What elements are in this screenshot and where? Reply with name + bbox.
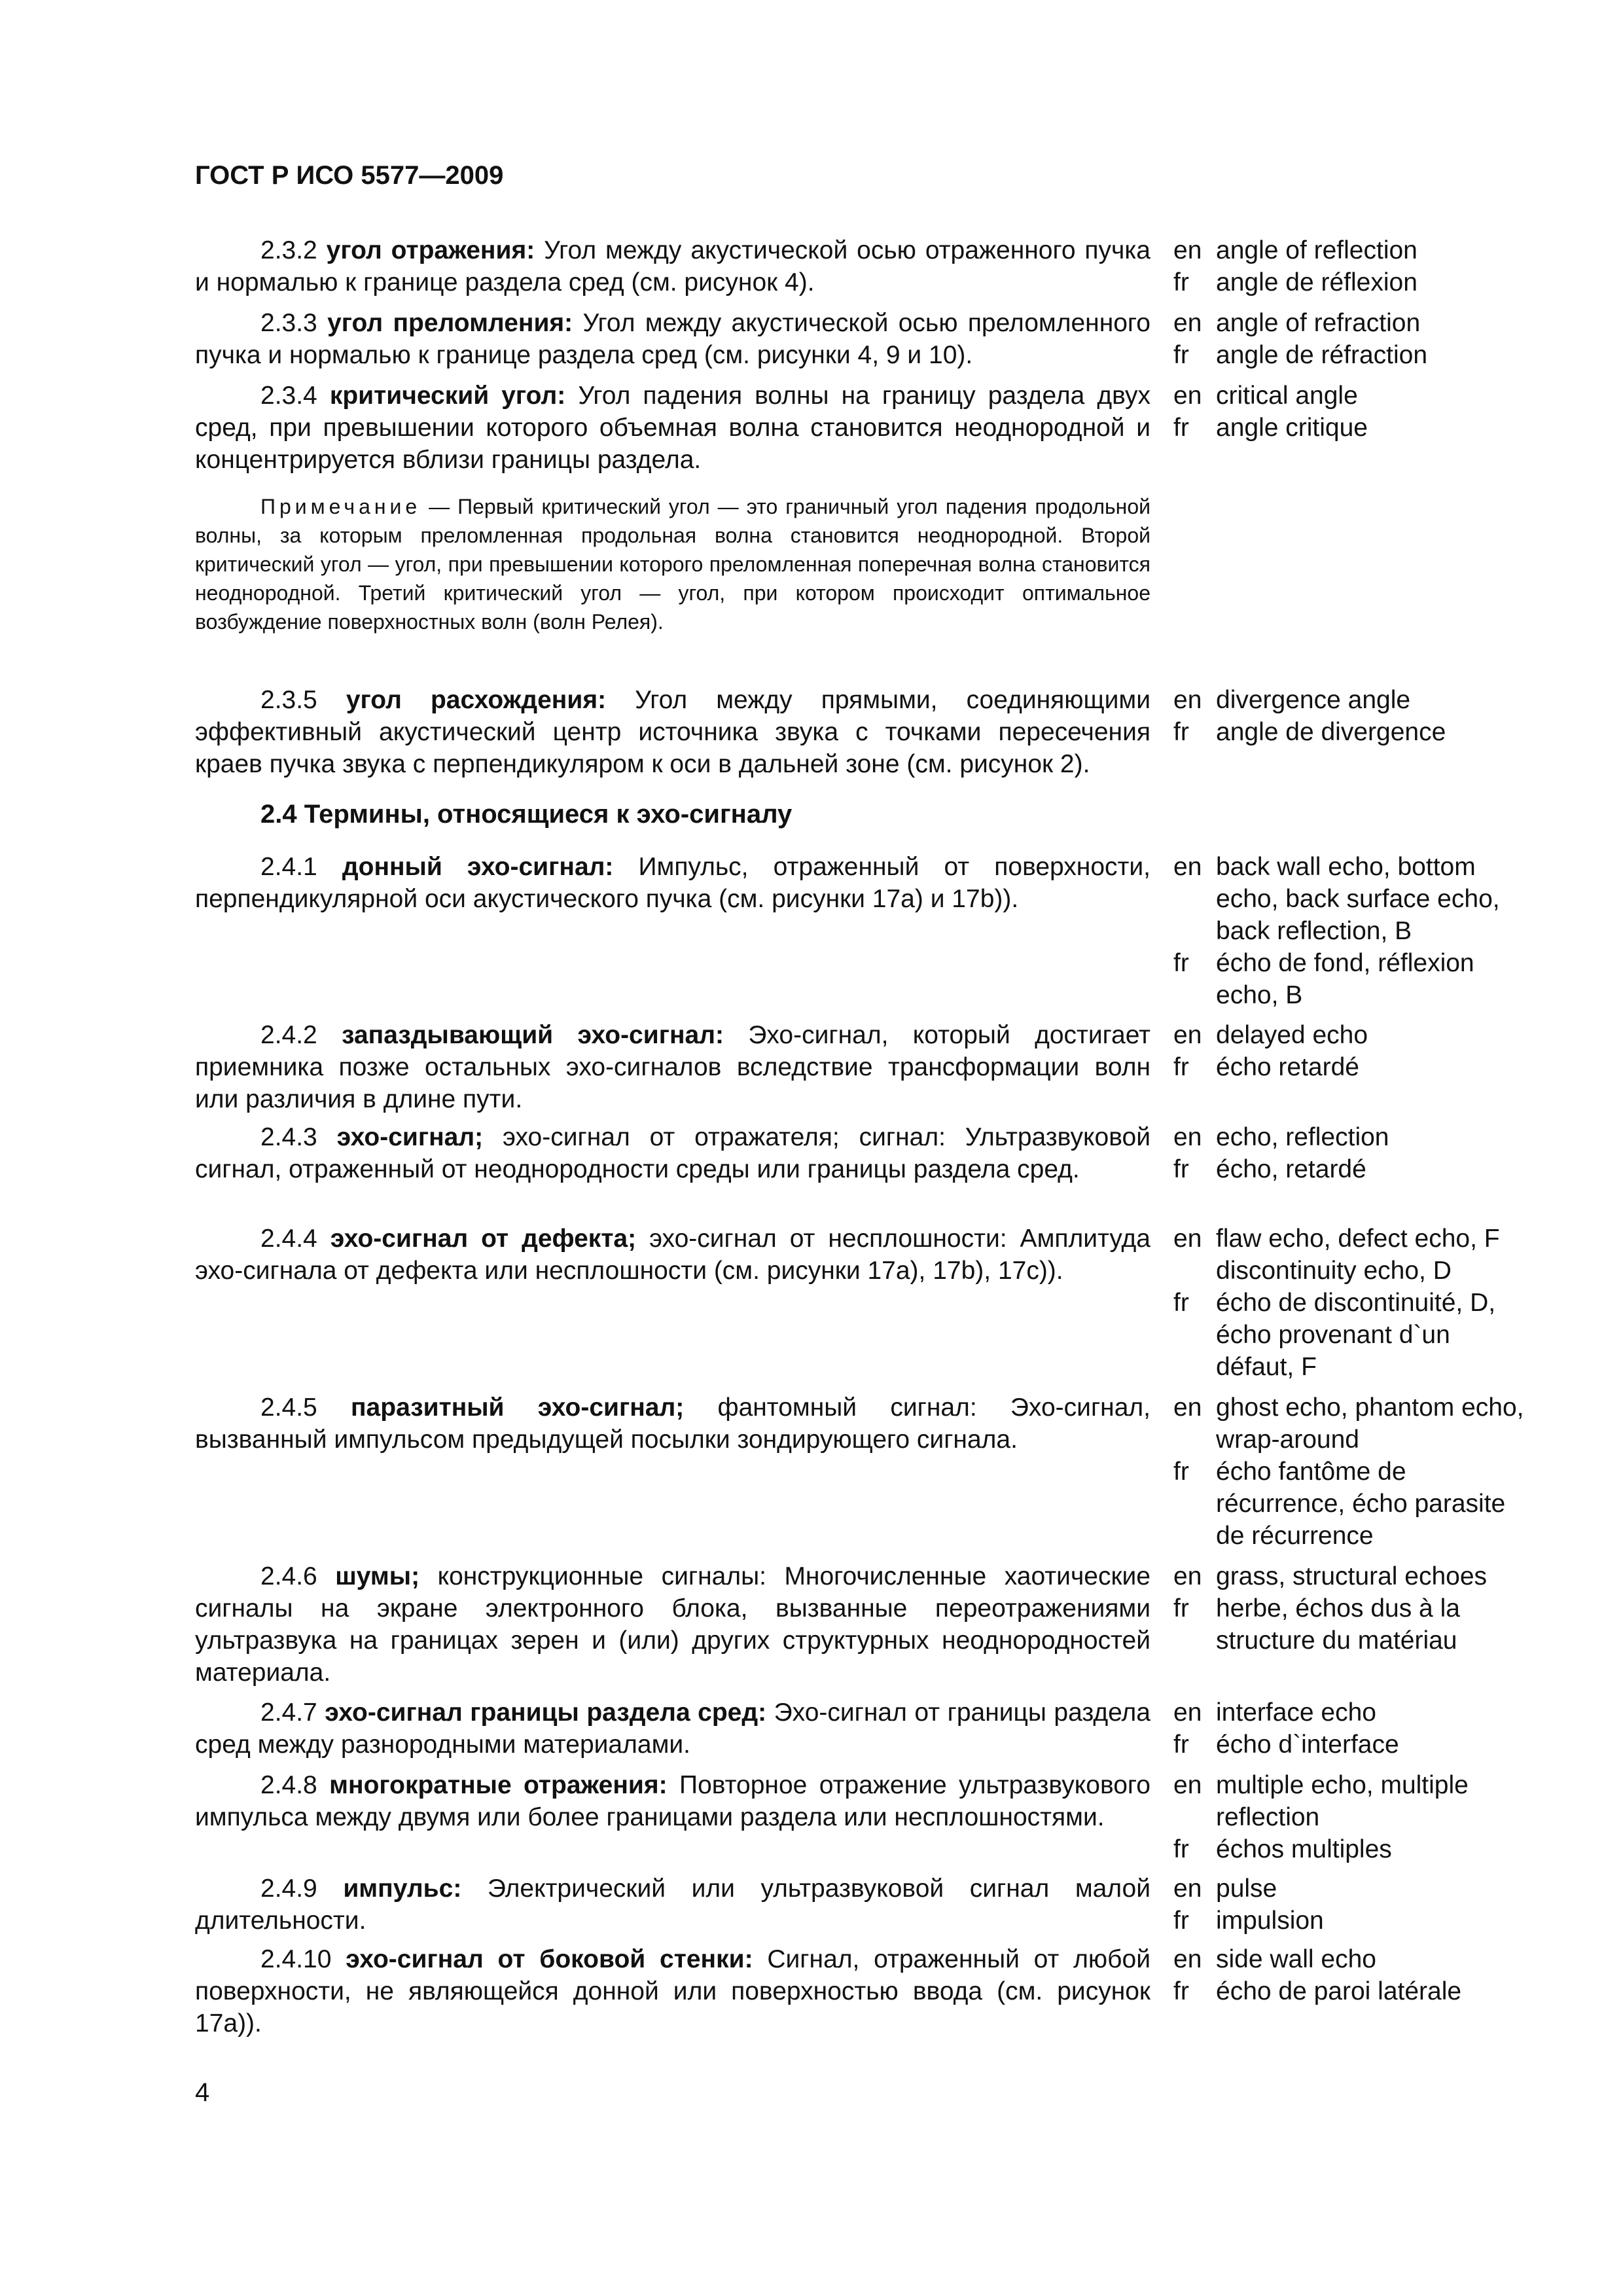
section-title: 2.4 Термины, относящиеся к эхо-сигналу [260,800,793,829]
term-name: донный эхо-сигнал: [342,853,614,881]
translations: en flaw echo, defect echo, F discontinuity echo, D fr écho de discontinuité, D, écho provenant d`un défaut, F [1173,1223,1527,1383]
translations: en angle of refraction fr angle de réfraction [1173,307,1527,371]
term-entry [195,1769,1517,1863]
term-entry [195,234,1517,298]
translations: en delayed echo fr écho retardé [1173,1019,1527,1083]
term-name: шумы; [335,1562,420,1590]
term-name: запаздывающий эхо-сигнал: [342,1021,724,1049]
translations: en side wall echo fr écho de paroi latérale [1173,1943,1527,2007]
english-term: back wall echo, bottom echo, back surface echo, back reflection, B [1216,853,1500,945]
term-name: угол преломления: [327,309,573,337]
term-name: угол расхождения: [346,686,607,714]
french-term: angle de divergence [1216,718,1446,746]
translations: en critical angle fr angle critique [1173,380,1527,444]
translations: en back wall echo, bottom echo, back surface echo, back reflection, B fr écho de fond, réflexion echo, B [1173,851,1527,1011]
term-entry [195,1696,1517,1761]
english-term: angle of reflection [1216,236,1418,264]
term-definition: 2.4.5 паразитный эхо-сигнал; фантомный сигнал: Эхо-сигнал, вызванный импульсом предыдущей посылки зондирующего сигнала. [195,1393,1150,1454]
english-term: echo, reflection [1216,1123,1389,1151]
english-term: multiple echo, multiple reflection [1216,1771,1469,1831]
term-entry [195,1121,1517,1185]
french-term: herbe, échos dus à la structure du matériau [1216,1594,1460,1655]
term-definition: 2.4.4 эхо-сигнал от дефекта; эхо-сигнал от несплошности: Амплитуда эхо-сигнала от дефекта или несплошности (см. рисунки 17a), 17b), 17c)). [195,1225,1150,1285]
page-number: 4 [195,2078,210,2107]
document-header: ГОСТ Р ИСО 5577—2009 [195,161,504,190]
french-term: écho de fond, réflexion echo, B [1216,949,1474,1009]
term-definition: 2.3.5 угол расхождения: Угол между прямыми, соединяющими эффективный акустический центр источника звука с точками пересечения краев пучка звука с перпендикуляром к оси в дальней зоне (см. рисунок 2). [195,686,1150,778]
translations: en echo, reflection fr écho, retardé [1173,1121,1527,1185]
term-definition: 2.4.2 запаздывающий эхо-сигнал: Эхо-сигнал, который достигает приемника позже остальных эхо-сигналов вследствие трансформации волн или различия в длине пути. [195,1021,1150,1113]
note-text: — Первый критический угол — это граничный угол падения продольной волны, за которым преломленная продольная волна становится неоднородной. Второй критический угол — угол, при превышении которого преломленная поперечная волна становится неоднородной. Третий критический угол — угол, при котором происходит оптимальное возбуждение поверхностных волн (волн Релея). [195,495,1150,634]
translations: en multiple echo, multiple reflection fr échos multiples [1173,1769,1527,1865]
english-term: angle of refraction [1216,309,1421,337]
term-name: импульс: [343,1874,462,1903]
term-entry [195,1391,1524,1550]
english-term: pulse [1216,1874,1277,1903]
term-entry [195,1560,1517,1689]
term-name: критический угол: [329,382,566,410]
english-term: interface echo [1216,1698,1376,1727]
french-term: angle critique [1216,414,1368,442]
french-term: angle de réflexion [1216,268,1418,296]
term-definition: 2.3.2 угол отражения: Угол между акустической осью отраженного пучка и нормалью к границе раздела сред (см. рисунок 4). [195,236,1150,296]
english-term: critical angle [1216,382,1358,410]
english-term: ghost echo, phantom echo, wrap-around [1216,1393,1524,1454]
term-entry [195,307,1517,371]
translations: en grass, structural echoes fr herbe, échos dus à la structure du matériau [1173,1560,1527,1657]
french-term: écho d`interface [1216,1731,1399,1759]
translations: en ghost echo, phantom echo, wrap-around fr écho fantôme de récurrence, écho parasite de récurrence [1173,1391,1527,1552]
english-term: side wall echo [1216,1945,1376,1973]
term-entry [195,1223,1517,1381]
english-term: delayed echo [1216,1021,1368,1049]
french-term: impulsion [1216,1907,1324,1935]
term-name: эхо-сигнал от боковой стенки: [346,1945,753,1973]
french-term: écho retardé [1216,1053,1359,1081]
term-definition: 2.3.3 угол преломления: Угол между акустической осью преломленного пучка и нормалью к границе раздела сред (см. рисунки 4, 9 и 10). [195,309,1150,369]
translations: en divergence angle fr angle de divergence [1173,684,1527,748]
english-term: grass, structural echoes [1216,1562,1488,1590]
english-term: divergence angle [1216,686,1411,714]
term-entry [195,380,1517,476]
term-definition: 2.3.4 критический угол: Угол падения волны на границу раздела двух сред, при превышении которого объемная волна становится неоднородной и концентрируется вблизи границы раздела. [195,382,1150,474]
english-term: flaw echo, defect echo, F discontinuity echo, D [1216,1225,1500,1285]
term-definition: 2.4.7 эхо-сигнал границы раздела сред: Эхо-сигнал от границы раздела сред между разнородными материалами. [195,1698,1150,1759]
term-definition: 2.4.1 донный эхо-сигнал: Импульс, отраженный от поверхности, перпендикулярной оси акустического пучка (см. рисунки 17a) и 17b)). [195,853,1150,913]
french-term: écho, retardé [1216,1155,1366,1183]
term-entry [195,1019,1517,1115]
term-entry [195,1873,1517,1937]
term-name: эхо-сигнал от дефекта; [330,1225,637,1253]
term-definition: 2.4.3 эхо-сигнал; эхо-сигнал от отражателя; сигнал: Ультразвуковой сигнал, отраженный от неоднородности среды или границы раздела сред. [195,1123,1150,1183]
french-term: écho de discontinuité, D, écho provenant d`un défaut, F [1216,1289,1496,1381]
term-definition: 2.4.10 эхо-сигнал от боковой стенки: Сигнал, отраженный от любой поверхности, не являющейся донной или поверхностью ввода (см. рисунок 17a)). [195,1945,1150,2037]
translations: en interface echo fr écho d`interface [1173,1696,1527,1761]
term-name: эхо-сигнал; [336,1123,484,1151]
note-label: Примечание [260,495,421,518]
term-definition: 2.4.6 шумы; конструкционные сигналы: Многочисленные хаотические сигналы на экране электронного блока, вызванные переотражениями ультразвука на границах зерен и (или) других структурных неоднородностей материала. [195,1562,1150,1687]
term-name: эхо-сигнал границы раздела сред: [325,1698,767,1727]
term-name: угол отражения: [326,236,535,264]
term-entry [195,1943,1517,2039]
term-definition: 2.4.8 многократные отражения: Повторное отражение ультразвукового импульса между двумя или более границами раздела или несплошностями. [195,1771,1150,1831]
translations: en pulse fr impulsion [1173,1873,1527,1937]
term-definition: 2.4.9 импульс: Электрический или ультразвуковой сигнал малой длительности. [195,1874,1150,1935]
translations: en angle of reflection fr angle de réflexion [1173,234,1527,298]
french-term: écho fantôme de récurrence, écho parasite de récurrence [1216,1458,1506,1550]
term-entry [195,684,1517,780]
french-term: écho de paroi latérale [1216,1977,1462,2005]
french-term: échos multiples [1216,1835,1392,1863]
french-term: angle de réfraction [1216,341,1428,369]
note [195,492,1150,636]
term-name: паразитный эхо-сигнал; [351,1393,685,1422]
term-name: многократные отражения: [329,1771,668,1799]
term-entry [195,851,1517,1009]
